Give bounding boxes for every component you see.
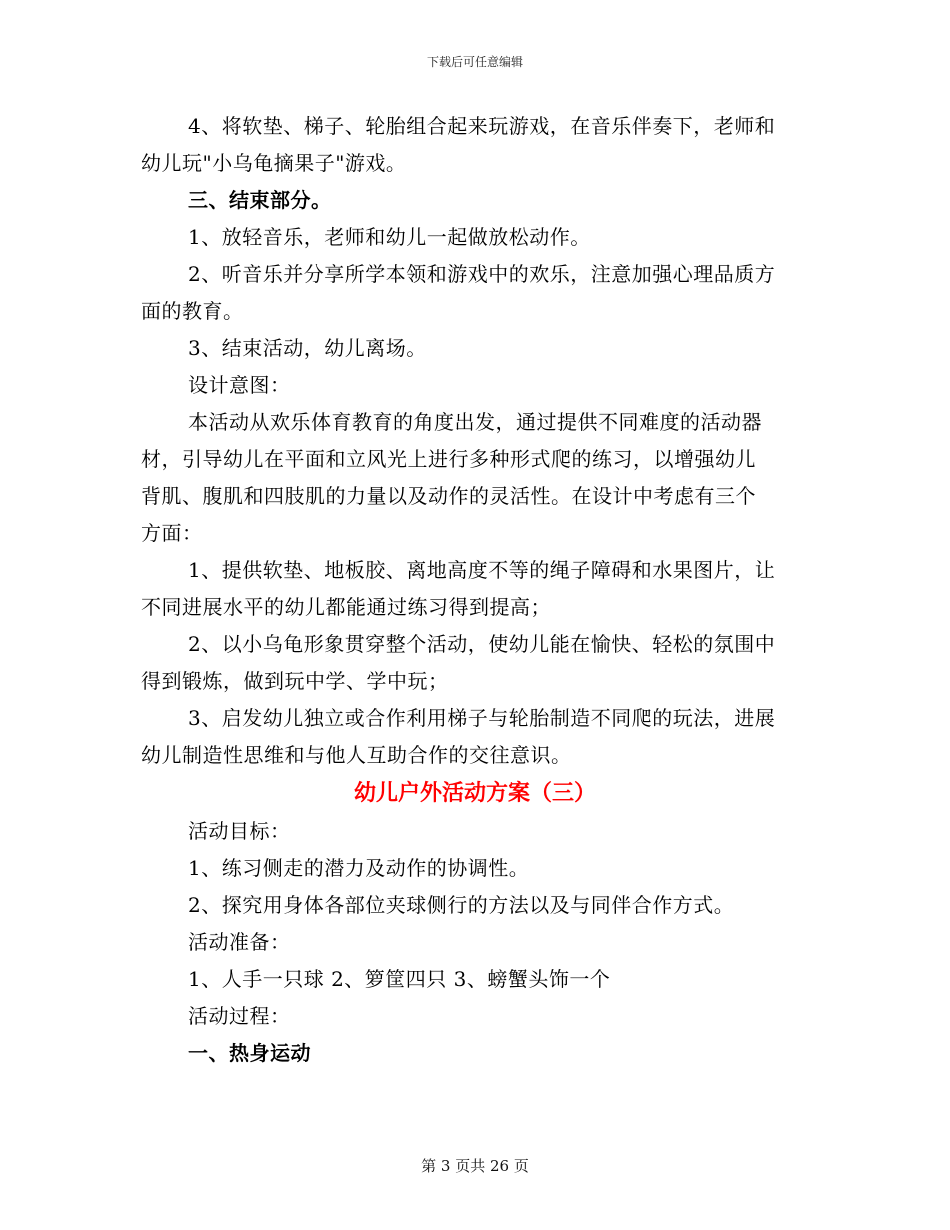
section-heading: 三、结束部分。 [188, 188, 332, 212]
document-body [141, 108, 809, 1072]
paragraph-line: 本活动从欢乐体育教育的角度出发，通过提供不同难度的活动器 [188, 410, 762, 434]
page-footer: 第 3 页共 26 页 [421, 1157, 529, 1175]
paragraph-line: 面的教育。 [141, 299, 244, 323]
paragraph-line: 得到锻炼，做到玩中学、学中玩； [141, 669, 449, 693]
paragraph-line: 1、人手一只球 2、箩筐四只 3、螃蟹头饰一个 [188, 967, 611, 991]
paragraph-line: 2、探究用身体各部位夹球侧行的方法以及与同伴合作方式。 [188, 893, 735, 917]
paragraph-line: 活动过程： [188, 1004, 291, 1028]
paragraph-line: 设计意图： [188, 373, 291, 397]
paragraph-line: 3、启发幼儿独立或合作利用梯子与轮胎制造不同爬的玩法，进展 [188, 706, 776, 730]
paragraph-line: 1、放轻音乐，老师和幼儿一起做放松动作。 [188, 225, 591, 249]
paragraph-line: 3、结束活动，幼儿离场。 [188, 336, 427, 360]
paragraph-line: 活动目标： [188, 819, 291, 843]
paragraph-line: 不同进展水平的幼儿都能通过练习得到提高； [141, 595, 551, 619]
paragraph-line: 2、听音乐并分享所学本领和游戏中的欢乐，注意加强心理品质方 [188, 262, 776, 286]
paragraph-line: 背肌、腹肌和四肢肌的力量以及动作的灵活性。在设计中考虑有三个 [141, 484, 756, 508]
paragraph-line: 幼儿玩"小乌龟摘果子"游戏。 [141, 151, 407, 175]
section-heading: 一、热身运动 [188, 1041, 311, 1065]
paragraph-line: 材，引导幼儿在平面和立风光上进行多种形式爬的练习，以增强幼儿 [141, 447, 756, 471]
paragraph-line: 幼儿制造性思维和与他人互助合作的交往意识。 [141, 743, 572, 767]
paragraph-line: 活动准备： [188, 930, 291, 954]
paragraph-line: 1、提供软垫、地板胶、离地高度不等的绳子障碍和水果图片，让 [188, 558, 776, 582]
paragraph-line: 4、将软垫、梯子、轮胎组合起来玩游戏，在音乐伴奏下，老师和 [188, 114, 776, 138]
paragraph-line: 2、以小乌龟形象贯穿整个活动，使幼儿能在愉快、轻松的氛围中 [188, 632, 776, 656]
paragraph-line: 方面： [141, 521, 203, 545]
page-header: 下载后可任意编辑 [426, 55, 523, 69]
section-title: 幼儿户外活动方案（三） [353, 780, 596, 806]
paragraph-line: 1、练习侧走的潜力及动作的协调性。 [188, 856, 530, 880]
